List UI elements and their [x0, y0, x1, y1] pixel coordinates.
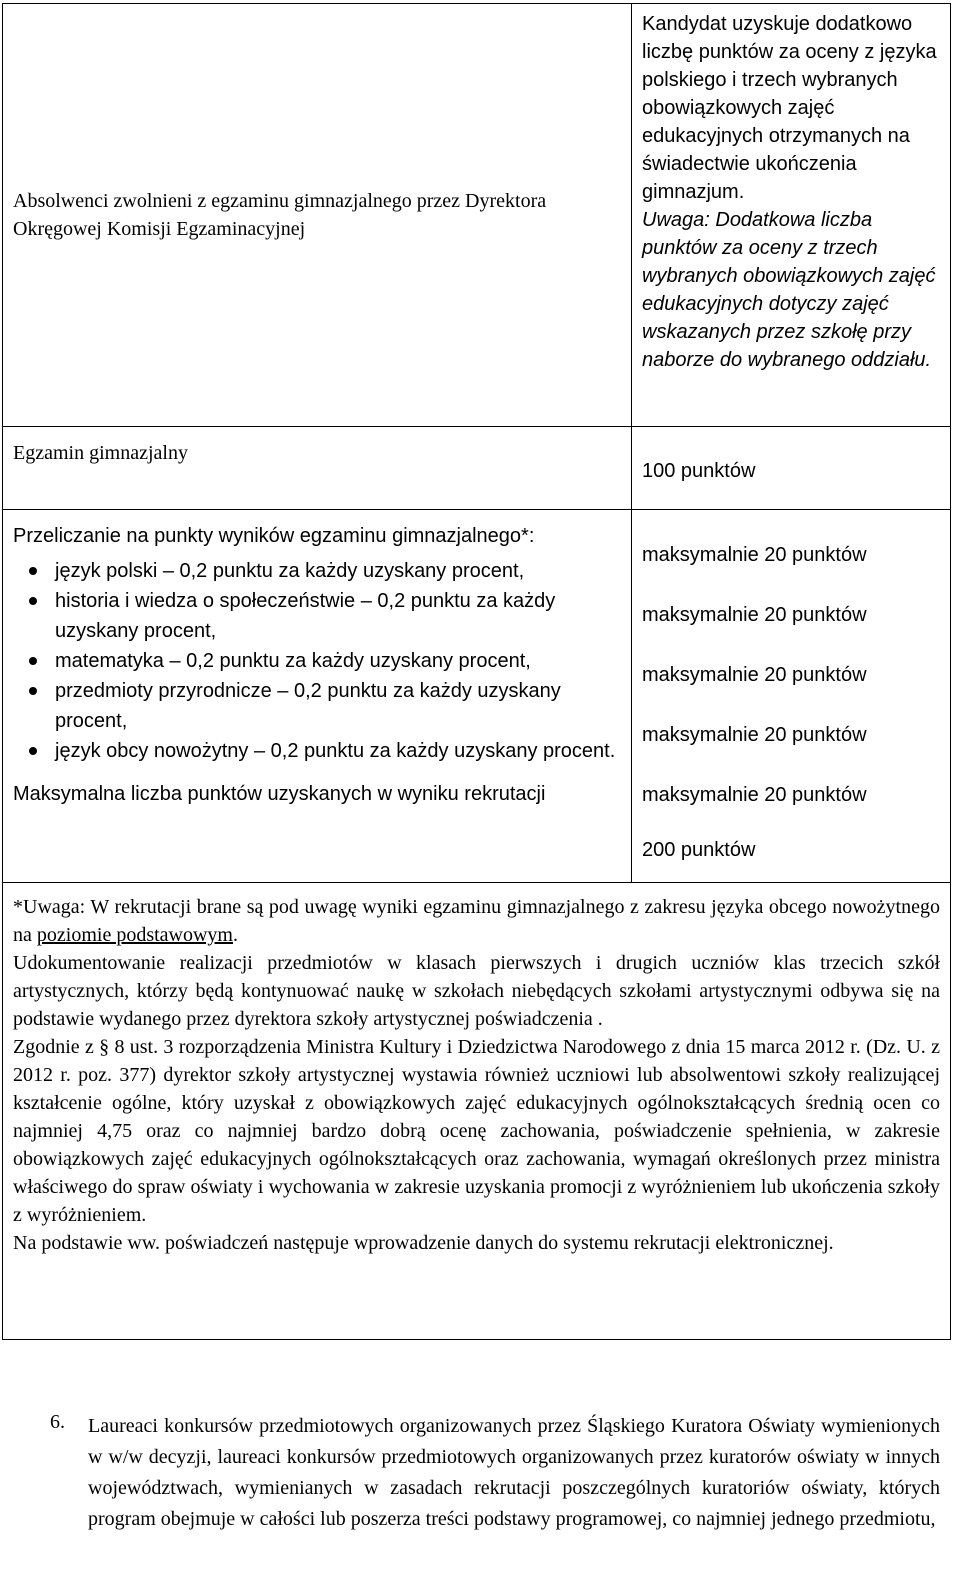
- note-paragraph: Udokumentowanie realizacji przedmiotów w klasach pierwszych i drugich uczniów klas trzecich szkół artystycznych, którzy będą kontynuować naukę w szkołach niebędących szkołami artystycznymi odbywa się na podstawie wydanego przez dyrektora szkoły artystycznej poświadczenia .: [13, 952, 940, 1030]
- note-paragraph: Na podstawie ww. poświadczeń następuje wprowadzenie danych do systemu rekrutacji elektronicznej.: [13, 1232, 834, 1254]
- max-points-cell: [632, 510, 951, 883]
- exam-label: Egzamin gimnazjalny: [13, 442, 188, 464]
- conversion-list: [13, 556, 621, 766]
- table-row: [3, 427, 951, 510]
- list-item: przedmioty przyrodnicze – 0,2 punktu za każdy uzyskany procent,: [55, 676, 621, 736]
- max-total-label: Maksymalna liczba punktów uzyskanych w wyniku rekrutacji: [13, 783, 546, 805]
- list-item: język obcy nowożytny – 0,2 punktu za każdy uzyskany procent.: [55, 736, 621, 766]
- table-row: [3, 4, 951, 427]
- list-item: język polski – 0,2 punktu za każdy uzyskany procent,: [55, 556, 621, 586]
- max-points-item: maksymalnie 20 punktów: [642, 724, 867, 746]
- additional-points-cell: [632, 4, 951, 427]
- exam-cell: [3, 427, 632, 510]
- note-paragraph: Zgodnie z § 8 ust. 3 rozporządzenia Ministra Kultury i Dziedzictwa Narodowego z dnia 15 marca 2012 r. (Dz. U. z 2012 r. poz. 377) dyrektor szkoły artystycznej wystawia również uczniowi lub absolwentowi szkoły realizującej kształcenie ogólne, który uzyskał z obowiązkowych zajęć edukacyjnych ogólnokształcących średnią ocen co najmniej 4,75 oraz co najmniej bardzo dobrą ocenę zachowania, poświadczenie spełnienia, w zakresie obowiązkowych zajęć edukacyjnych ogólnokształcących oraz zachowania, wymagań określonych przez ministra właściwego do spraw oświaty i wychowania w zakresie uzyskania promocji z wyróżnieniem lub ukończenia szkoły z wyróżnieniem.: [13, 1036, 940, 1226]
- max-total-value: 200 punktów: [642, 839, 756, 861]
- item-text: Laureaci konkursów przedmiotowych organizowanych przez Śląskiego Kuratora Oświaty wymienionych w w/w decyzji, laureaci konkursów przedmiotowych organizowanych przez kuratorów oświaty w innych województwach, wymienianych w zasadach rekrutacji poszczególnych kuratoriów oświaty, których program obejmuje w całości lub poszerza treści podstawy programowej, co najmniej jednego przedmiotu,: [88, 1415, 940, 1530]
- additional-points-text: Kandydat uzyskuje dodatkowo liczbę punktów za oceny z języka polskiego i trzech wybranych obowiązkowych zajęć edukacyjnych otrzymanych na świadectwie ukończenia gimnazjum.: [642, 13, 937, 203]
- recruitment-points-table: [2, 3, 951, 1340]
- exam-points-value: 100 punktów: [642, 460, 756, 482]
- max-points-item: maksymalnie 20 punktów: [642, 784, 867, 806]
- table-row: [3, 510, 951, 883]
- table-row: [3, 883, 951, 1340]
- conversion-heading: Przeliczanie na punkty wyników egzaminu gimnazjalnego*:: [13, 525, 535, 547]
- note-paragraph: *Uwaga: W rekrutacji brane są pod uwagę wyniki egzaminu gimnazjalnego z zakresu języka obcego nowożytnego na poziomie podstawowym.: [13, 896, 940, 946]
- exempt-graduates-cell: [3, 4, 632, 427]
- max-points-item: maksymalnie 20 punktów: [642, 604, 867, 626]
- numbered-item-6: [50, 1411, 940, 1535]
- notes-cell: [3, 883, 951, 1340]
- max-points-item: maksymalnie 20 punktów: [642, 664, 867, 686]
- max-points-item: maksymalnie 20 punktów: [642, 544, 867, 566]
- additional-points-note: Uwaga: Dodatkowa liczba punktów za oceny z trzech wybranych obowiązkowych zajęć edukacyjnych dotyczy zajęć wskazanych przez szkołę przy naborze do wybranego oddziału.: [642, 209, 936, 371]
- exempt-graduates-label: Absolwenci zwolnieni z egzaminu gimnazjalnego przez Dyrektora Okręgowej Komisji Egzaminacyjnej: [13, 190, 547, 240]
- exam-points-cell: [632, 427, 951, 510]
- underlined-text: poziomie podstawowym: [36, 924, 233, 946]
- list-item: matematyka – 0,2 punktu za każdy uzyskany procent,: [55, 646, 621, 676]
- item-number: 6.: [50, 1411, 65, 1433]
- list-item: historia i wiedza o społeczeństwie – 0,2 punktu za każdy uzyskany procent,: [55, 586, 621, 646]
- conversion-cell: [3, 510, 632, 883]
